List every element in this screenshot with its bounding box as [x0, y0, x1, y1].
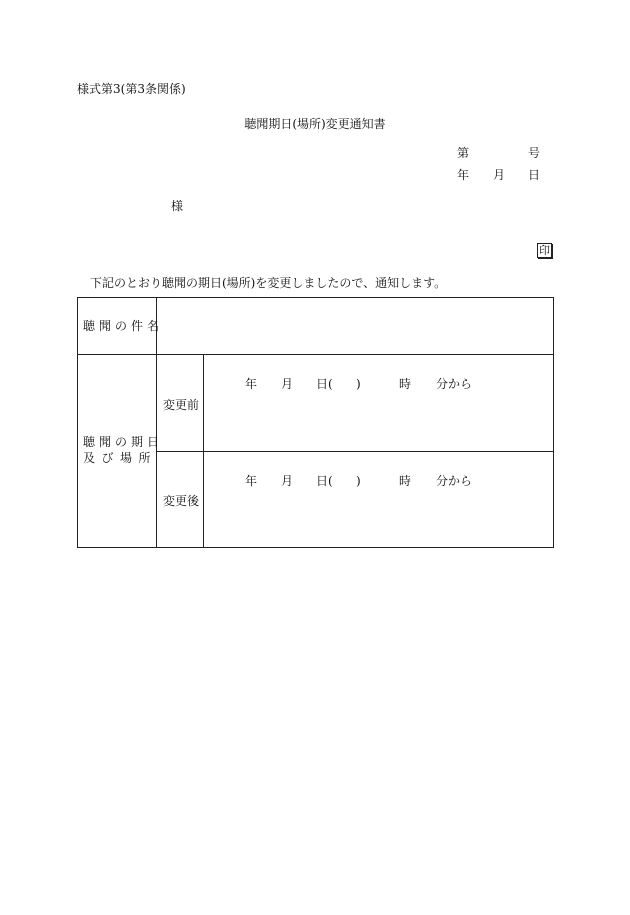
doc-number-prefix: 第 [457, 146, 470, 160]
col-divider-label [156, 298, 157, 547]
row-divider-before-after [156, 451, 553, 452]
schedule-label-line1: 聴聞の期日 [83, 435, 164, 449]
date-month-label: 月 [493, 168, 506, 182]
after-year: 年 [245, 474, 258, 488]
before-year: 年 [245, 377, 258, 391]
case-name-value[interactable] [158, 320, 552, 334]
before-label: 変更前 [163, 398, 200, 412]
notice-form-table [77, 297, 554, 548]
before-hour: 時 [399, 377, 412, 391]
schedule-label-line2: 及び場所 [83, 451, 158, 465]
date-year-label: 年 [457, 168, 470, 182]
after-day: 日( [316, 474, 333, 488]
doc-number-suffix: 号 [528, 146, 541, 160]
before-close-paren: ) [356, 377, 361, 391]
row-divider-case [78, 354, 553, 355]
form-id: 様式第3(第3条関係) [77, 82, 186, 96]
after-minute-from: 分から [436, 474, 473, 488]
before-minute-from: 分から [436, 377, 473, 391]
date-day-label: 日 [528, 168, 541, 182]
after-label: 変更後 [163, 494, 200, 508]
after-close-paren: ) [356, 474, 361, 488]
before-month: 月 [281, 377, 294, 391]
document-title: 聴聞期日(場所)変更通知書 [244, 117, 386, 131]
body-text: 下記のとおり聴聞の期日(場所)を変更しましたので、通知します。 [90, 276, 447, 290]
seal-mark: 印 [539, 244, 550, 257]
addressee-suffix: 様 [171, 199, 184, 213]
before-day: 日( [316, 377, 333, 391]
after-hour: 時 [399, 474, 412, 488]
case-name-label: 聴聞の件名 [83, 319, 164, 333]
after-month: 月 [281, 474, 294, 488]
